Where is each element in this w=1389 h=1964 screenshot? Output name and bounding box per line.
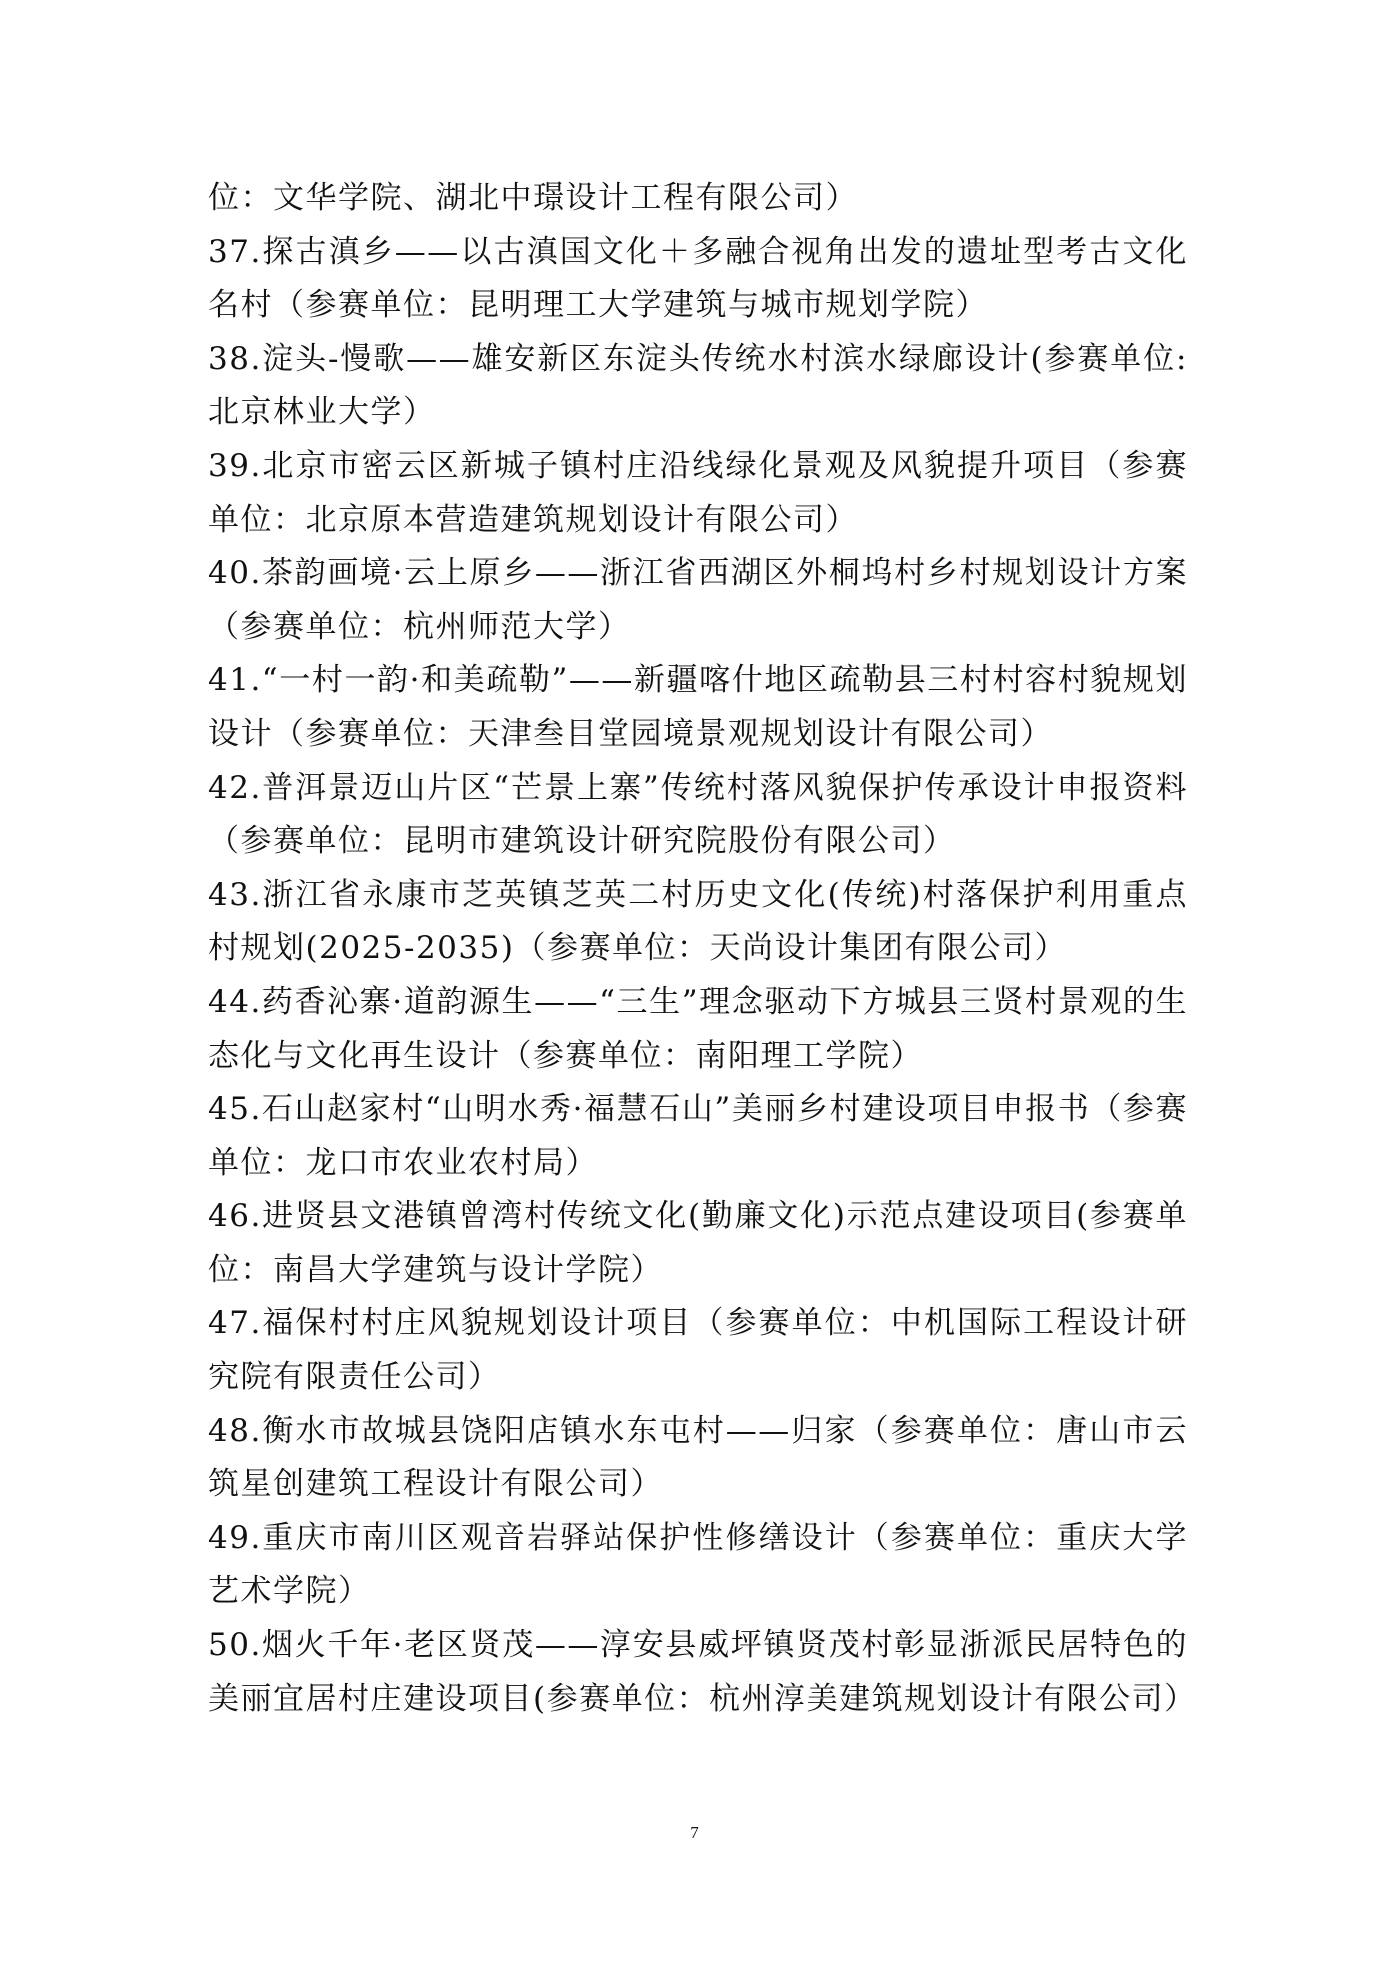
list-item: 41.“一村一韵·和美疏勒”——新疆喀什地区疏勒县三村村容村貌规划设计（参赛单位：天津叁目堂园境景观规划设计有限公司） bbox=[208, 662, 1188, 752]
list-item: 48.衡水市故城县饶阳店镇水东屯村——归家（参赛单位：唐山市云筑星创建筑工程设计有限公司） bbox=[208, 1412, 1188, 1503]
list-item: 37.探古滇乡——以古滇国文化＋多融合视角出发的遗址型考古文化名村（参赛单位：昆明理工大学建筑与城市规划学院） bbox=[208, 233, 1188, 324]
list-item: 46.进贤县文港镇曾湾村传统文化(勤廉文化)示范点建设项目(参赛单位：南昌大学建筑与设计学院） bbox=[208, 1198, 1188, 1288]
paragraph: 位：文华学院、湖北中璟设计工程有限公司） bbox=[208, 180, 858, 216]
document-body bbox=[208, 172, 1197, 1726]
list-item: 49.重庆市南川区观音岩驿站保护性修缮设计（参赛单位：重庆大学艺术学院） bbox=[208, 1519, 1188, 1610]
page-number: 7 bbox=[690, 1823, 699, 1842]
list-item: 44.药香沁寨·道韵源生——“三生”理念驱动下方城县三贤村景观的生态化与文化再生设计（参赛单位：南阳理工学院） bbox=[208, 983, 1188, 1074]
list-item: 45.石山赵家村“山明水秀·福慧石山”美丽乡村建设项目申报书（参赛单位：龙口市农业农村局） bbox=[208, 1091, 1188, 1181]
list-item: 40.茶韵画境·云上原乡——浙江省西湖区外桐坞村乡村规划设计方案（参赛单位：杭州师范大学） bbox=[208, 555, 1188, 645]
list-item: 47.福保村村庄风貌规划设计项目（参赛单位：中机国际工程设计研究院有限责任公司） bbox=[208, 1305, 1188, 1396]
list-item: 39.北京市密云区新城子镇村庄沿线绿化景观及风貌提升项目（参赛单位：北京原本营造建筑规划设计有限公司） bbox=[208, 447, 1188, 538]
list-item: 43.浙江省永康市芝英镇芝英二村历史文化(传统)村落保护利用重点村规划(2025-2035)（参赛单位：天尚设计集团有限公司） bbox=[208, 876, 1188, 967]
list-item: 38.淀头-慢歌——雄安新区东淀头传统水村滨水绿廊设计(参赛单位:北京林业大学） bbox=[208, 340, 1188, 431]
list-item: 42.普洱景迈山片区“芒景上寨”传统村落风貌保护传承设计申报资料（参赛单位：昆明市建筑设计研究院股份有限公司） bbox=[208, 769, 1188, 860]
list-item: 50.烟火千年·老区贤茂——淳安县威坪镇贤茂村彰显浙派民居特色的美丽宜居村庄建设项目(参赛单位：杭州淳美建筑规划设计有限公司） bbox=[208, 1627, 1197, 1717]
